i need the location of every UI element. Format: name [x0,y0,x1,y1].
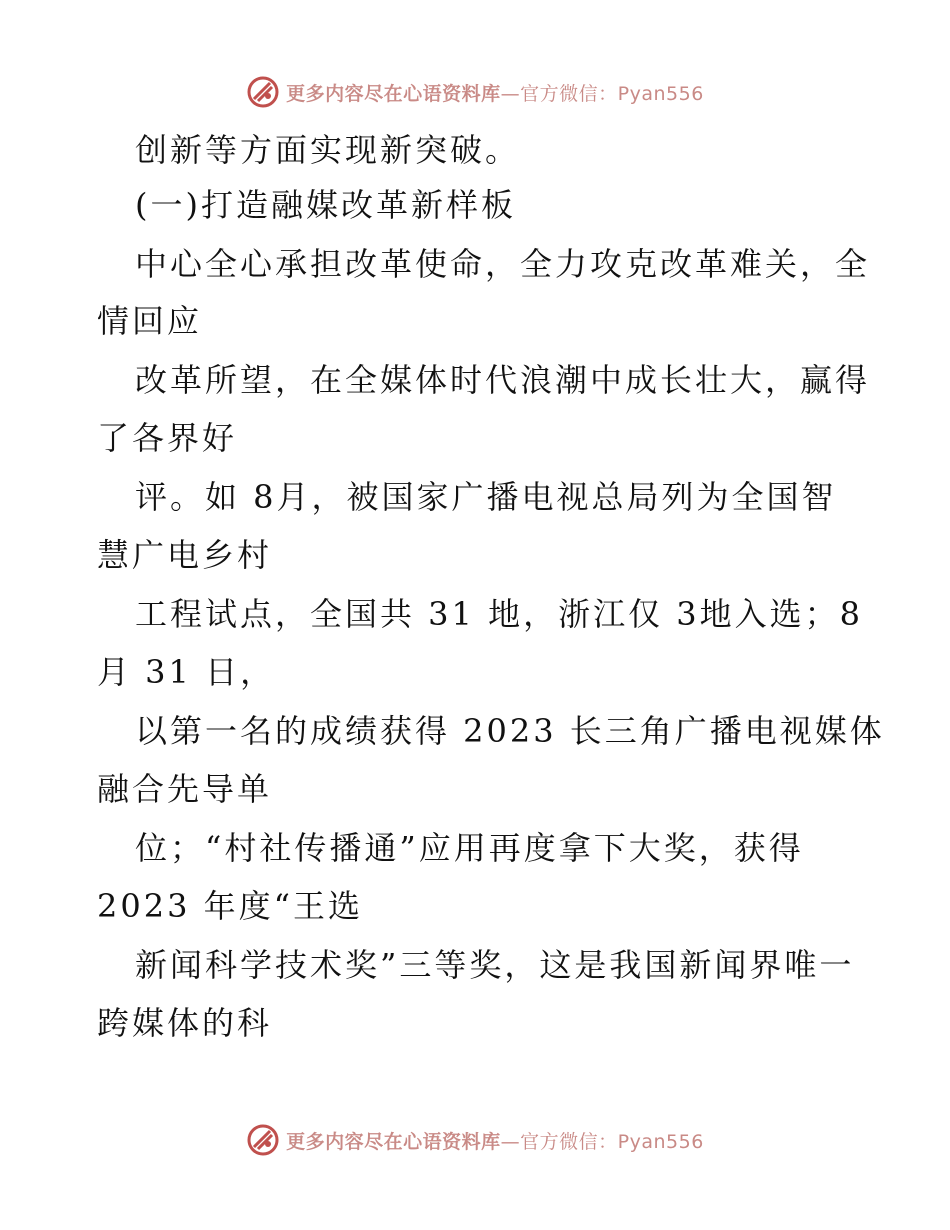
text-line: 跨媒体的科 [97,1004,273,1042]
text-line: 工程试点，全国共 31 地，浙江仅 3地入选；8 [135,595,863,633]
text-line: 评。如 8月，被国家广播电视总局列为全国智 [135,478,837,516]
text-line: 创新等方面实现新突破。 [135,131,521,169]
text-line: 中心全心承担改革使命，全力攻克改革难关，全 [135,245,871,283]
logo-icon [246,75,280,109]
text-line: 2023 年度“王选 [97,887,363,925]
footer-watermark [0,1120,950,1160]
text-line: 情回应 [97,302,203,340]
logo-icon [246,1123,280,1157]
text-line: 融合先导单 [97,770,273,808]
text-line: 改革所望，在全媒体时代浪潮中成长壮大，赢得 [135,361,871,399]
text-line: 位；“村社传播通”应用再度拿下大奖，获得 [135,829,804,867]
text-line: 以第一名的成绩获得 2023 长三角广播电视媒体 [135,712,885,750]
watermark-text: 更多内容尽在心语资料库—官方微信：Pyan556 [286,82,704,105]
text-line: 新闻科学技术奖”三等奖，这是我国新闻界唯一 [135,946,855,984]
text-line: 月 31 日， [97,653,276,691]
watermark-text: 更多内容尽在心语资料库—官方微信：Pyan556 [286,1130,704,1153]
text-line: 慧广电乡村 [97,536,273,574]
section-heading: (一)打造融媒改革新样板 [135,186,516,224]
header-watermark [0,72,950,112]
text-line: 了各界好 [97,419,238,457]
